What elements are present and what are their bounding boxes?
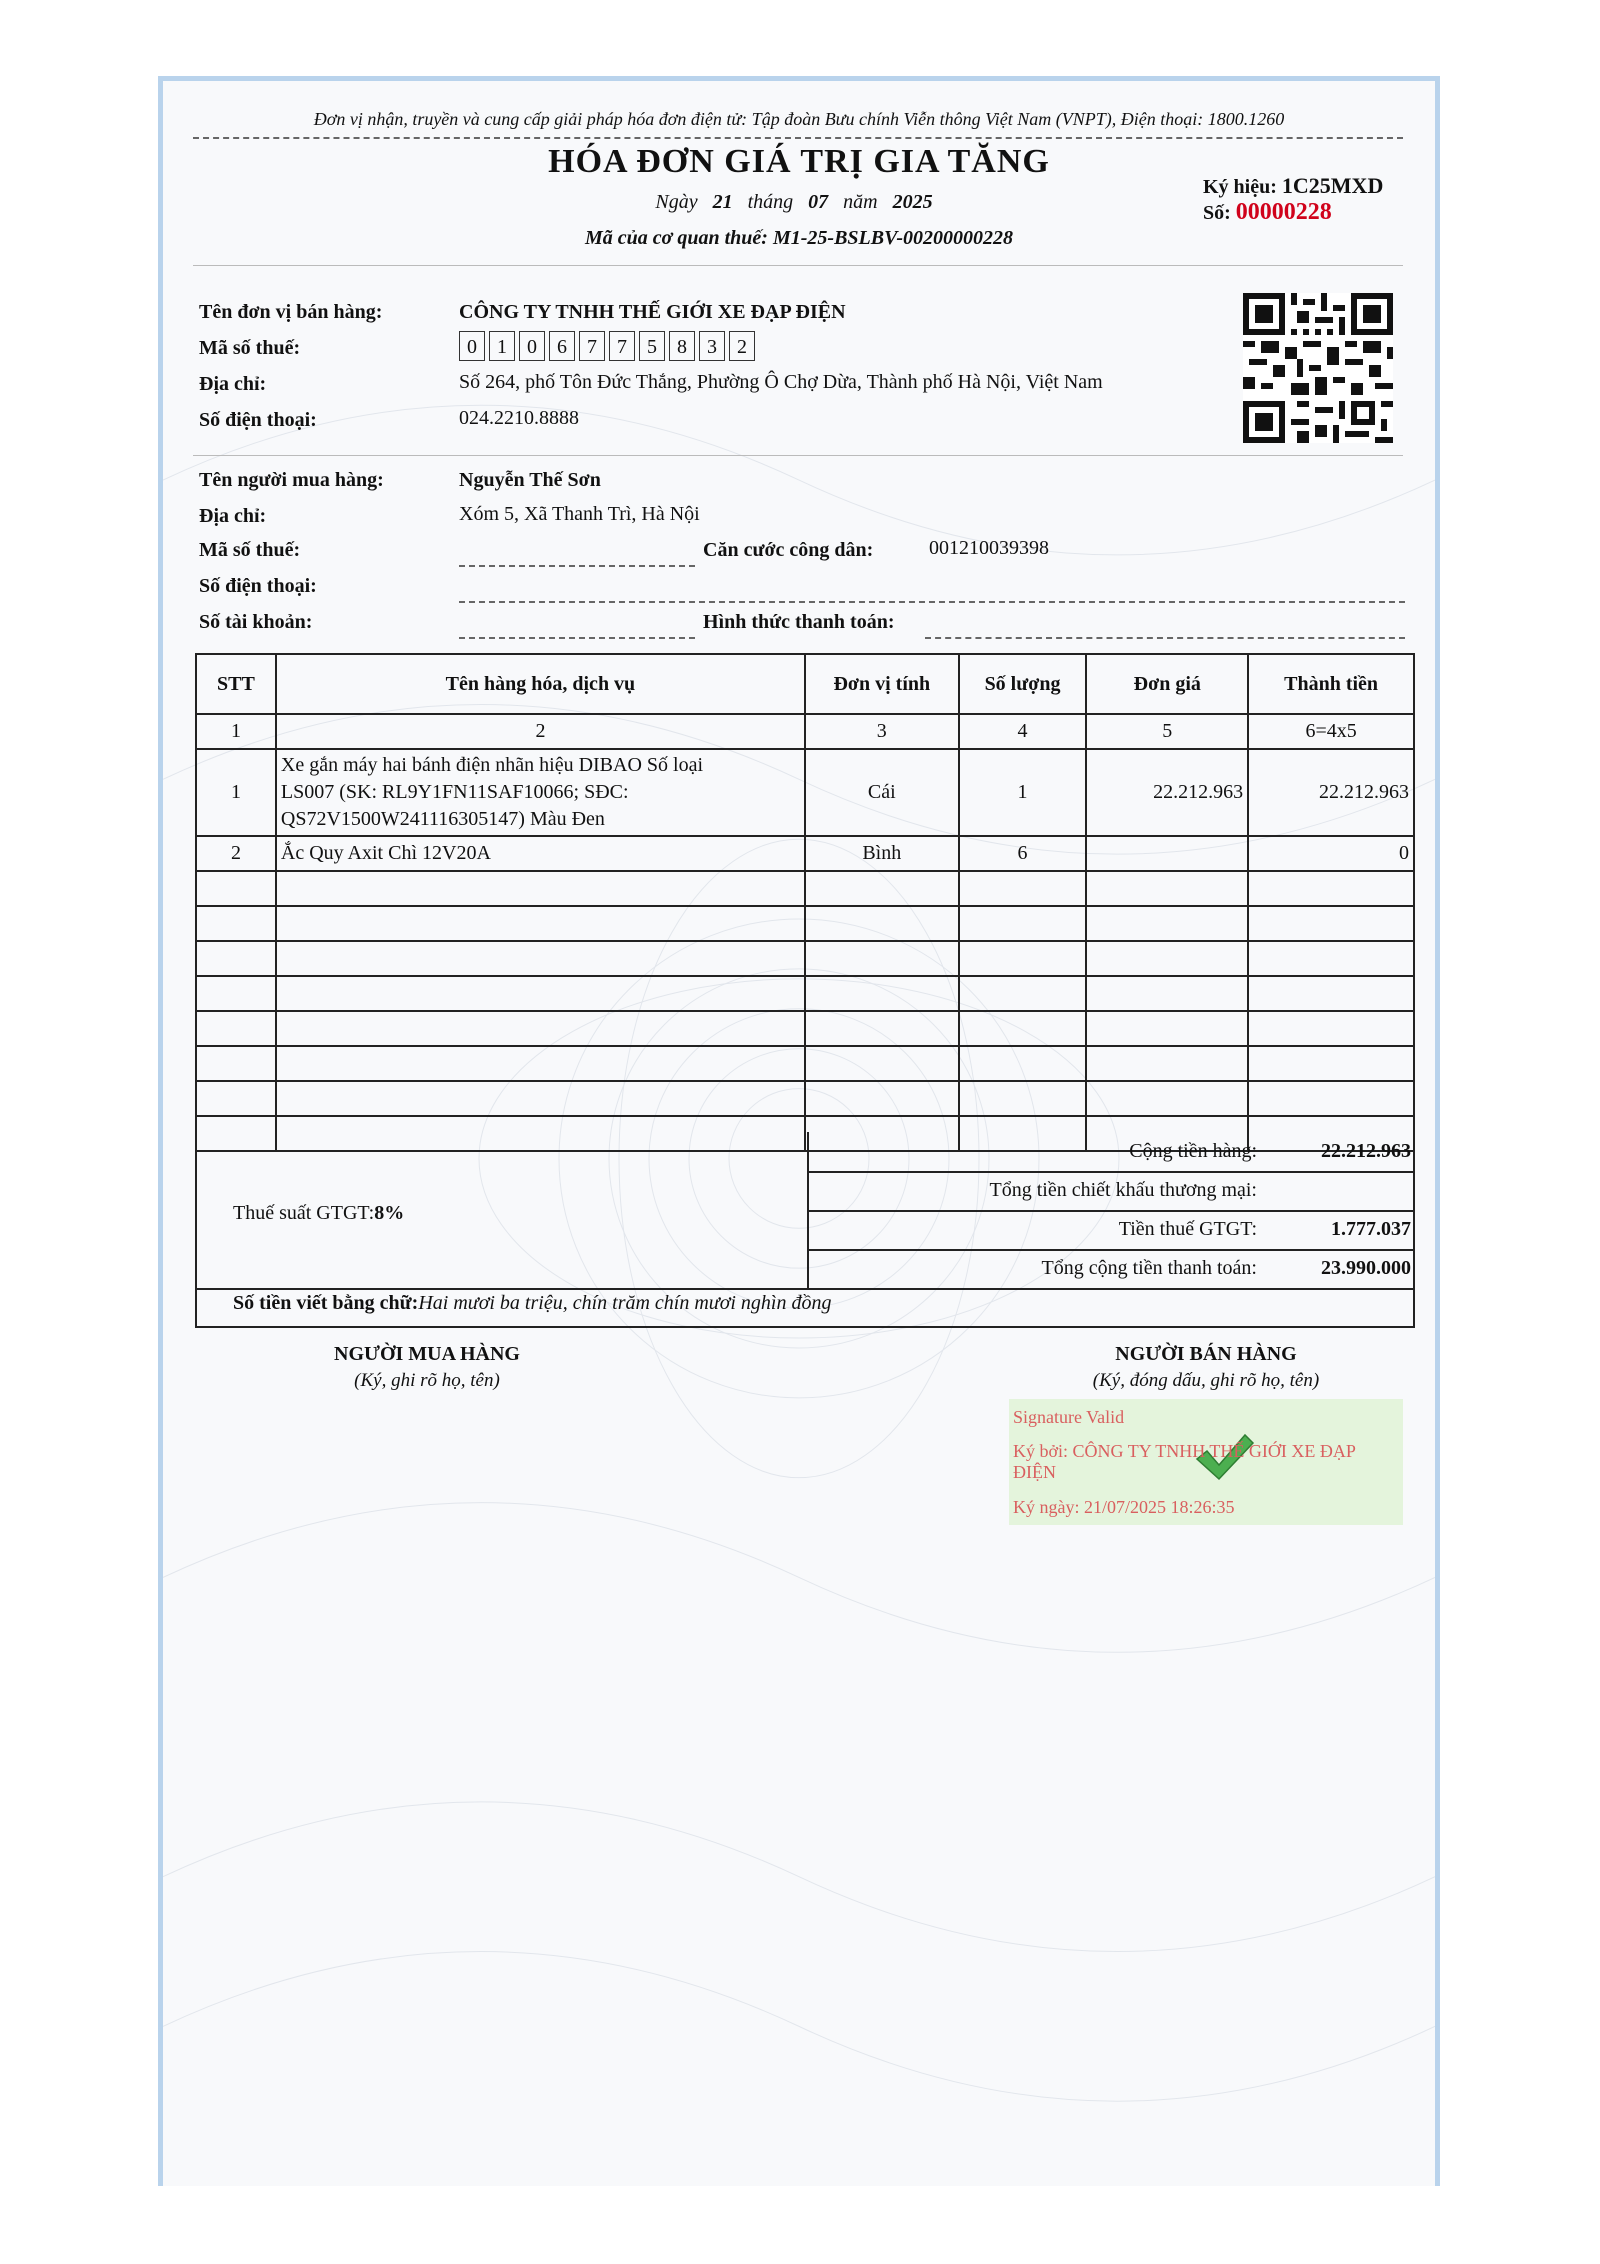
provider-line: Đơn vị nhận, truyền và cung cấp giải pháp hóa đơn điện tử: Tập đoàn Bưu chính Viễn thông Việt Nam (VNPT), Điện thoại: 1800.1260: [313, 109, 1285, 129]
col-header-qty: Số lượng: [959, 654, 1087, 714]
seller-signature: [1009, 1343, 1403, 1392]
buyer-signature: [297, 1343, 557, 1392]
row-name-line: Xe gắn máy hai bánh điện nhãn hiệu DIBAO Số loại: [280, 754, 704, 776]
row-name: [276, 836, 805, 871]
invoice-number: 00000228: [1235, 199, 1332, 225]
subtotal-label: Cộng tiền hàng:: [1129, 1140, 1257, 1162]
row-unit: Bình: [805, 836, 959, 871]
tax-code-value: M1-25-BSLBV-00200000228: [772, 227, 1013, 249]
buyer-signature-title: NGƯỜI MUA HÀNG: [334, 1343, 520, 1365]
buyer-name: Nguyễn Thế Sơn: [459, 469, 601, 491]
buyer-account-blank: [459, 637, 695, 639]
vat-rate: [233, 1202, 404, 1225]
signed-by: [1013, 1441, 1399, 1483]
col-header-unit: Đơn vị tính: [805, 654, 959, 714]
grand-total-value: 23.990.000: [1321, 1257, 1411, 1279]
date-year-label: năm: [843, 191, 878, 213]
tax-digit: 0: [519, 331, 545, 361]
signature-valid-text: Signature Valid: [1013, 1407, 1125, 1427]
index-cell: 2: [276, 714, 805, 749]
buyer-phone-label: Số điện thoại:: [199, 575, 317, 597]
words-divider: [197, 1288, 1413, 1290]
buyer-phone-blank: [459, 601, 1405, 603]
date-year: 2025: [892, 191, 933, 213]
col-header-price: Đơn giá: [1086, 654, 1248, 714]
table-row: [196, 836, 1414, 871]
vat-amount-row: [809, 1210, 1415, 1251]
table-empty-row: [196, 871, 1414, 906]
tax-code-label: Mã của cơ quan thuế:: [584, 227, 768, 249]
header-bottom-rule: [193, 265, 1403, 266]
payment-method-blank: [925, 637, 1405, 639]
index-cell: 4: [959, 714, 1087, 749]
seller-bottom-rule: [193, 455, 1403, 456]
header-divider: [193, 137, 1403, 139]
seller-phone-label: Số điện thoại:: [199, 409, 317, 431]
symbol-label: Ký hiệu:: [1203, 176, 1277, 198]
totals-section: [195, 1132, 1415, 1328]
grand-total-row: [809, 1249, 1415, 1290]
row-price: [1086, 836, 1248, 871]
tax-digit: 1: [489, 331, 515, 361]
row-price: 22.212.963: [1086, 749, 1248, 836]
invoice-serial: [1203, 173, 1383, 226]
payment-method-label: Hình thức thanh toán:: [703, 611, 895, 633]
seller-address: Số 264, phố Tôn Đức Thắng, Phường Ô Chợ Dừa, Thành phố Hà Nội, Việt Nam: [459, 371, 1103, 393]
table-empty-row: [196, 1046, 1414, 1081]
date-month-label: tháng: [747, 191, 794, 213]
tax-digit: 3: [699, 331, 725, 361]
col-header-amount: Thành tiền: [1248, 654, 1414, 714]
words-value: Hai mươi ba triệu, chín trăm chín mươi nghìn đồng: [418, 1292, 832, 1314]
buyer-tax-blank: [459, 565, 695, 567]
seller-tax-code: [459, 331, 755, 361]
qr-code: [1243, 293, 1393, 443]
vat-amount-value: 1.777.037: [1331, 1218, 1411, 1240]
seller-name: CÔNG TY TNHH THẾ GIỚI XE ĐẠP ĐIỆN: [459, 301, 846, 323]
citizen-id-label: Căn cước công dân:: [703, 539, 874, 561]
discount-label: Tổng tiền chiết khấu thương mại:: [989, 1179, 1257, 1201]
seller-tax-label: Mã số thuế:: [199, 337, 301, 359]
signed-by-line: ĐIỆN: [1013, 1462, 1056, 1482]
col-header-stt: STT: [196, 654, 276, 714]
index-cell: 6=4x5: [1248, 714, 1414, 749]
table-empty-row: [196, 976, 1414, 1011]
row-name-line: LS007 (SK: RL9Y1FN11SAF10066; SĐC:: [280, 781, 629, 803]
tax-digit: 6: [549, 331, 575, 361]
number-label: Số:: [1203, 202, 1231, 224]
row-amount: 22.212.963: [1248, 749, 1414, 836]
table-index-row: [196, 714, 1414, 749]
tax-digit: 0: [459, 331, 485, 361]
buyer-account-label: Số tài khoản:: [199, 611, 313, 633]
invoice-title: HÓA ĐƠN GIÁ TRỊ GIA TĂNG: [548, 143, 1050, 180]
buyer-name-label: Tên người mua hàng:: [199, 469, 384, 491]
tax-digit: 2: [729, 331, 755, 361]
row-name-line: Ắc Quy Axit Chì 12V20A: [280, 842, 491, 864]
tax-digit: 8: [669, 331, 695, 361]
grand-total-label: Tổng cộng tiền thanh toán:: [1041, 1257, 1257, 1279]
buyer-address-label: Địa chỉ:: [199, 505, 267, 527]
subtotal-row: [809, 1132, 1415, 1173]
table-empty-row: [196, 941, 1414, 976]
table-row: [196, 749, 1414, 836]
seller-name-label: Tên đơn vị bán hàng:: [199, 301, 383, 323]
buyer-signature-note: (Ký, ghi rõ họ, tên): [354, 1370, 500, 1391]
tax-digit: 5: [639, 331, 665, 361]
date-day-label: Ngày: [655, 191, 698, 213]
row-qty: 1: [959, 749, 1087, 836]
citizen-id: 001210039398: [929, 537, 1049, 559]
vat-amount-label: Tiền thuế GTGT:: [1118, 1218, 1257, 1240]
seller-address-label: Địa chỉ:: [199, 373, 267, 395]
tax-digit: 7: [579, 331, 605, 361]
seller-signature-title: NGƯỜI BÁN HÀNG: [1115, 1343, 1297, 1365]
amount-in-words: [233, 1292, 832, 1315]
row-qty: 6: [959, 836, 1087, 871]
row-stt: 2: [196, 836, 276, 871]
row-name-line: QS72V1500W241116305147) Màu Đen: [280, 808, 605, 830]
digital-signature-box: [1009, 1399, 1403, 1525]
row-unit: Cái: [805, 749, 959, 836]
vat-rate-value: 8%: [374, 1202, 405, 1224]
symbol-value: 1C25MXD: [1281, 173, 1384, 198]
seller-signature-note: (Ký, đóng dấu, ghi rõ họ, tên): [1092, 1370, 1320, 1391]
invoice-page: [158, 76, 1440, 2186]
index-cell: 3: [805, 714, 959, 749]
table-empty-row: [196, 1081, 1414, 1116]
buyer-tax-label: Mã số thuế:: [199, 539, 301, 561]
seller-phone: 024.2210.8888: [459, 407, 579, 429]
col-header-name: Tên hàng hóa, dịch vụ: [276, 654, 805, 714]
signed-by-line: Ký bởi: CÔNG TY TNHH THẾ GIỚI XE ĐẠP: [1013, 1441, 1356, 1461]
subtotal-value: 22.212.963: [1321, 1140, 1411, 1162]
index-cell: 1: [196, 714, 276, 749]
discount-row: [809, 1171, 1415, 1212]
words-label: Số tiền viết bằng chữ:: [233, 1292, 419, 1314]
table-empty-row: [196, 1011, 1414, 1046]
date-day: 21: [712, 191, 733, 213]
table-header-row: [196, 654, 1414, 714]
items-table: [195, 653, 1415, 1152]
index-cell: 5: [1086, 714, 1248, 749]
date-month: 07: [808, 191, 829, 213]
row-stt: 1: [196, 749, 276, 836]
vat-rate-label: Thuế suất GTGT:: [233, 1202, 375, 1224]
row-name: [276, 749, 805, 836]
tax-authority-code: [163, 227, 1435, 250]
signed-date: Ký ngày: 21/07/2025 18:26:35: [1013, 1497, 1235, 1517]
table-empty-row: [196, 906, 1414, 941]
tax-digit: 7: [609, 331, 635, 361]
buyer-address: Xóm 5, Xã Thanh Trì, Hà Nội: [459, 503, 700, 525]
row-amount: 0: [1248, 836, 1414, 871]
